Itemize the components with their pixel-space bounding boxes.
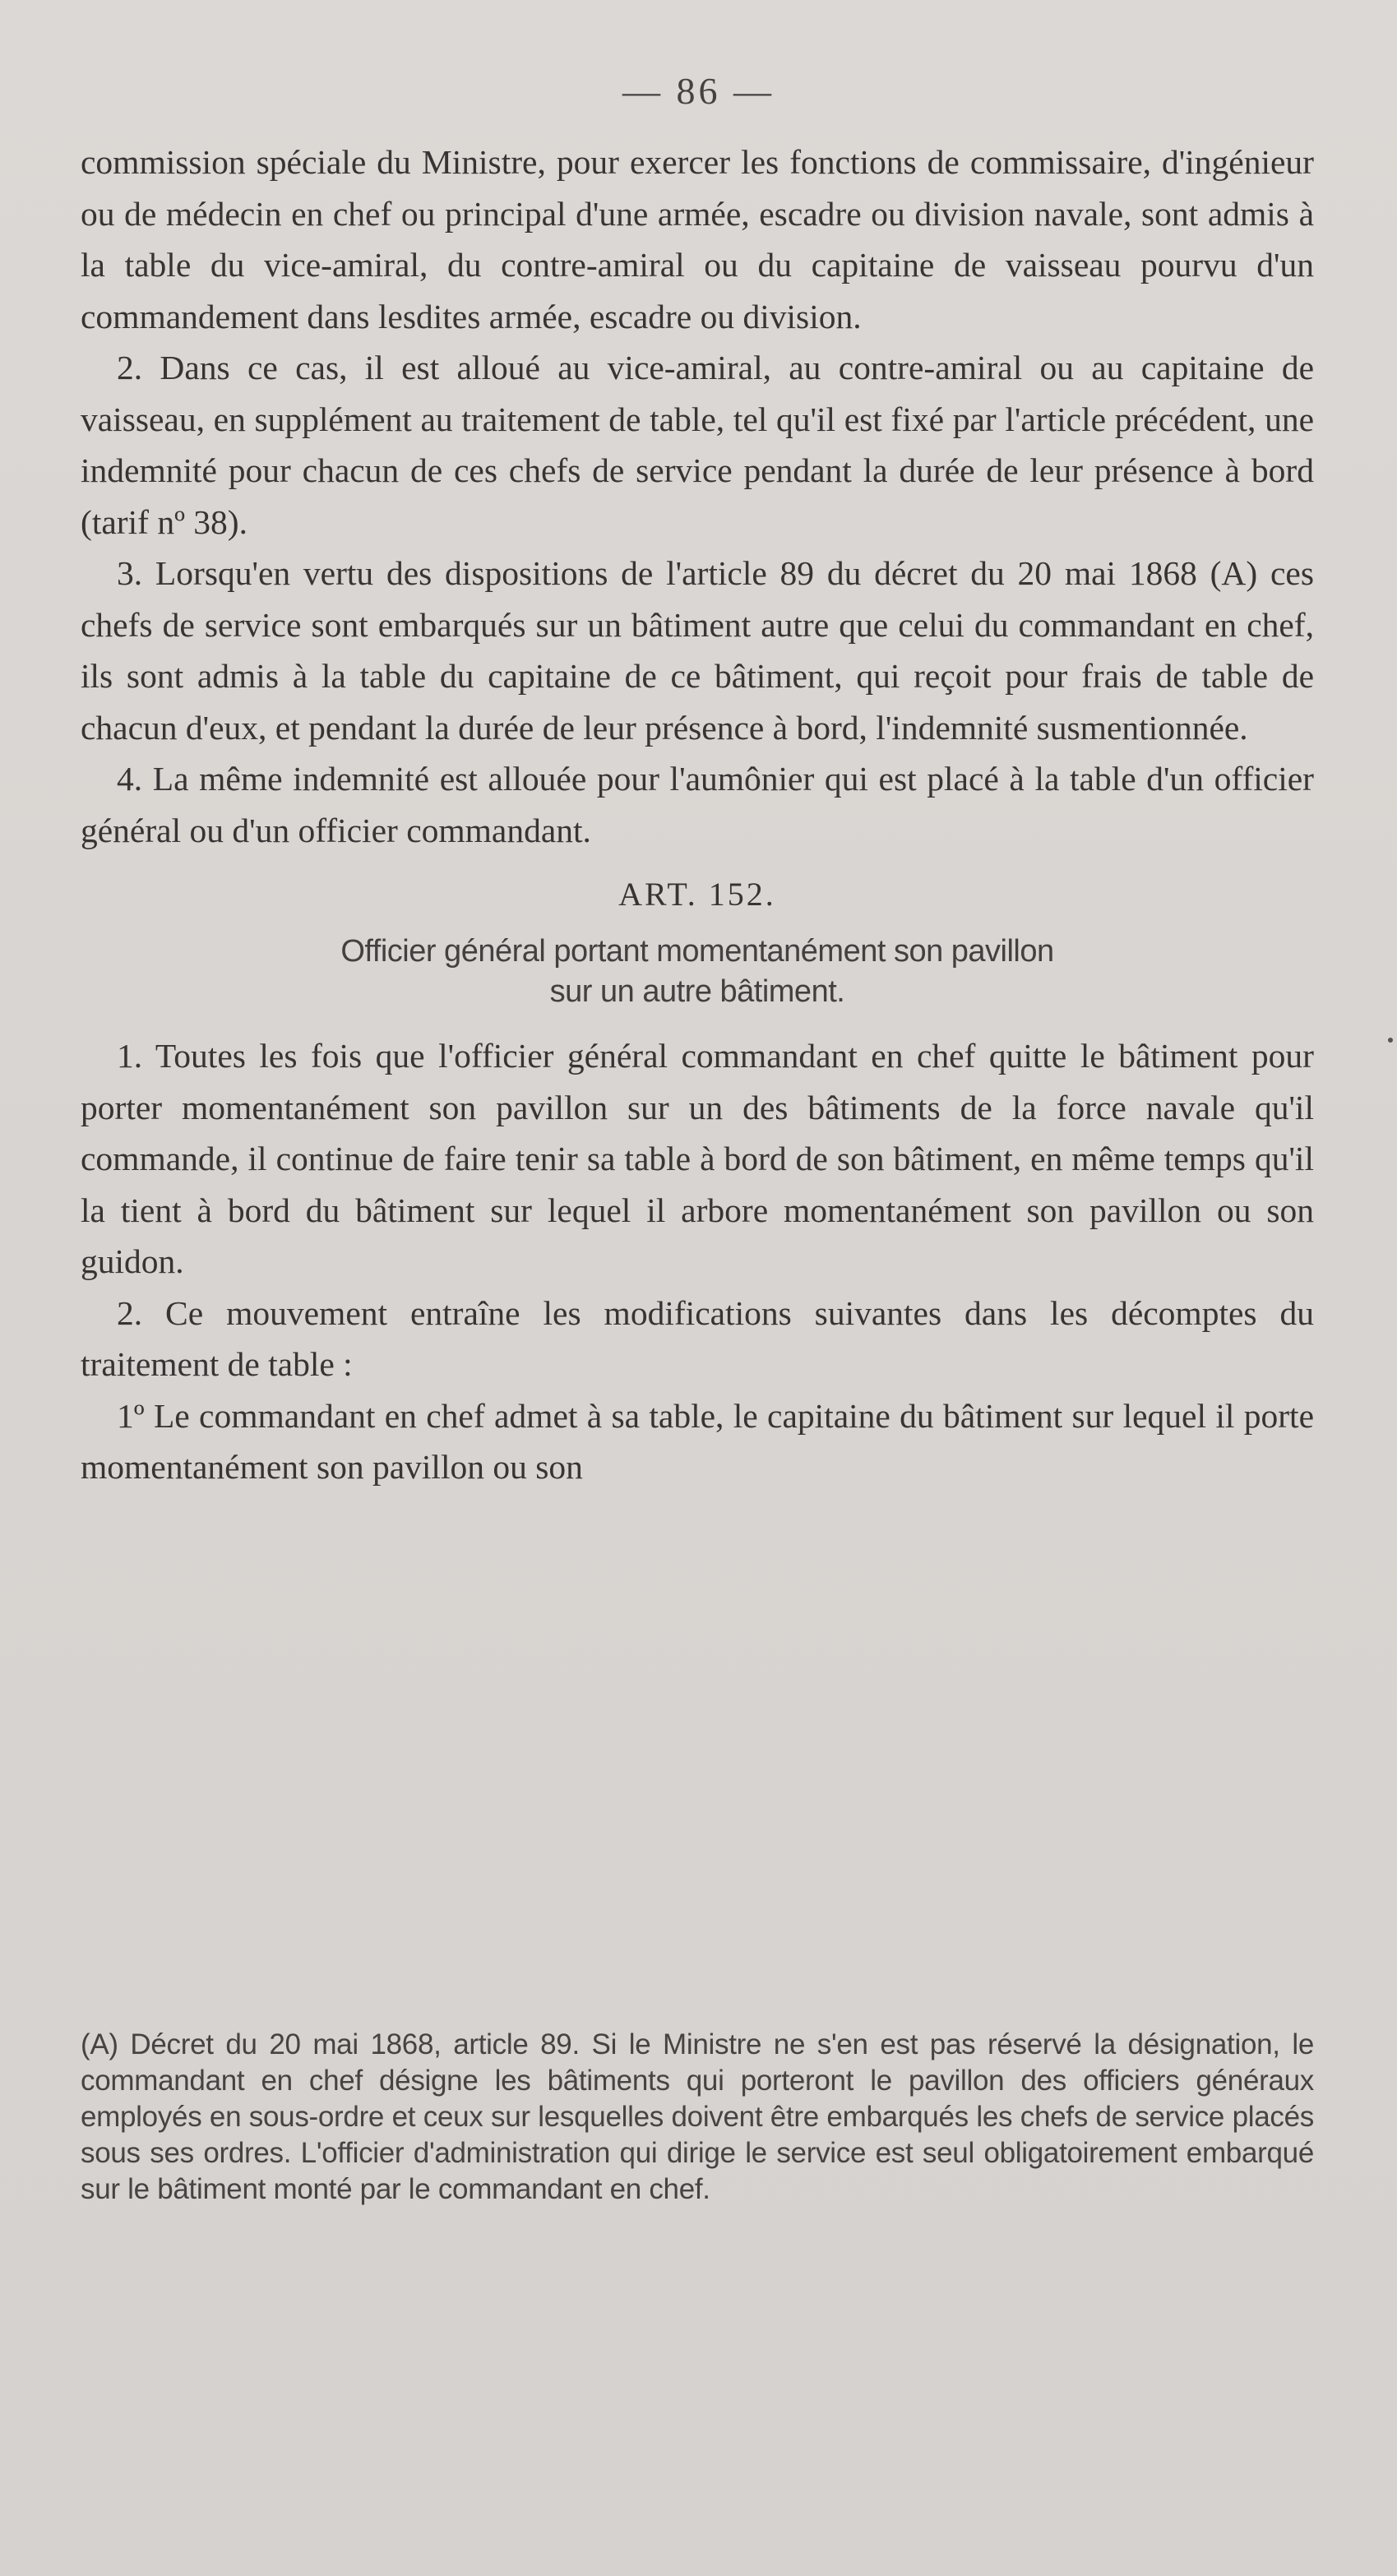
paragraph-2: 2. Dans ce cas, il est alloué au vice-amiral, au contre-amiral ou au capitaine de vaisseau, en supplément au traitement de table, tel qu'il est fixé par l'article précédent, une indemnité pour chacun de ces chefs de service pendant la durée de leur présence à bord (tarif nº 38). xyxy=(81,349,1314,541)
article-subtitle xyxy=(81,932,1314,1012)
paragraph-4: 4. La même indemnité est allouée pour l'aumônier qui est placé à la table d'un officier général ou d'un officier commandant. xyxy=(81,760,1314,849)
page-number: — 86 — xyxy=(622,70,775,112)
article-subtitle-line-1: Officier général portant momentanément son pavillon xyxy=(340,934,1054,969)
footnote xyxy=(81,2027,1314,2208)
paper-speck xyxy=(1388,1038,1393,1043)
paragraph-art152-2: 2. Ce mouvement entraîne les modifications suivantes dans les décomptes du traitement de table : xyxy=(81,1293,1314,1383)
paragraph-continuation: commission spéciale du Ministre, pour exercer les fonctions de commissaire, d'ingénieur ou de médecin en chef ou principal d'une armée, escadre ou division navale, sont admis à la table du vice-amiral, du contre-amiral ou du capitaine de vaisseau pourvu d'un commandement dans lesdites armée, escadre ou division. xyxy=(81,143,1314,335)
article-subtitle-line-2: sur un autre bâtiment. xyxy=(549,974,845,1009)
paragraph-3: 3. Lorsqu'en vertu des dispositions de l'article 89 du décret du 20 mai 1868 (A) ces chefs de service sont embarqués sur un bâtiment autre que celui du commandant en chef, ils sont admis à la table du capitaine de ce bâtiment, qui reçoit pour frais de table de chacun d'eux, et pendant la durée de leur présence à bord, l'indemnité susmentionnée. xyxy=(81,554,1314,747)
paragraph-art152-item-1: 1º Le commandant en chef admet à sa table, le capitaine du bâtiment sur lequel il porte momentanément son pavillon ou son xyxy=(81,1396,1314,1486)
article-heading: ART. 152. xyxy=(618,876,776,913)
footnote-text: (A) Décret du 20 mai 1868, article 89. Si le Ministre ne s'en est pas réservé la désignation, le commandant en chef désigne les bâtiments qui porteront le pavillon des officiers généraux employés en sous-ordre et ceux sur lesquelles doivent être embarqués les chefs de service placés sous ses ordres. L'officier d'administration qui dirige le service est seul obligatoirement embarqué sur le bâtiment monté par le commandant en chef. xyxy=(81,2028,1314,2205)
paragraph-art152-1: 1. Toutes les fois que l'officier général commandant en chef quitte le bâtiment pour porter momentanément son pavillon sur un des bâtiments de la force navale qu'il commande, il continue de faire tenir sa table à bord de son bâtiment, en même temps qu'il la tient à bord du bâtiment sur lequel il arbore momentanément son pavillon ou son guidon. xyxy=(81,1037,1314,1280)
body-text xyxy=(81,136,1314,1493)
